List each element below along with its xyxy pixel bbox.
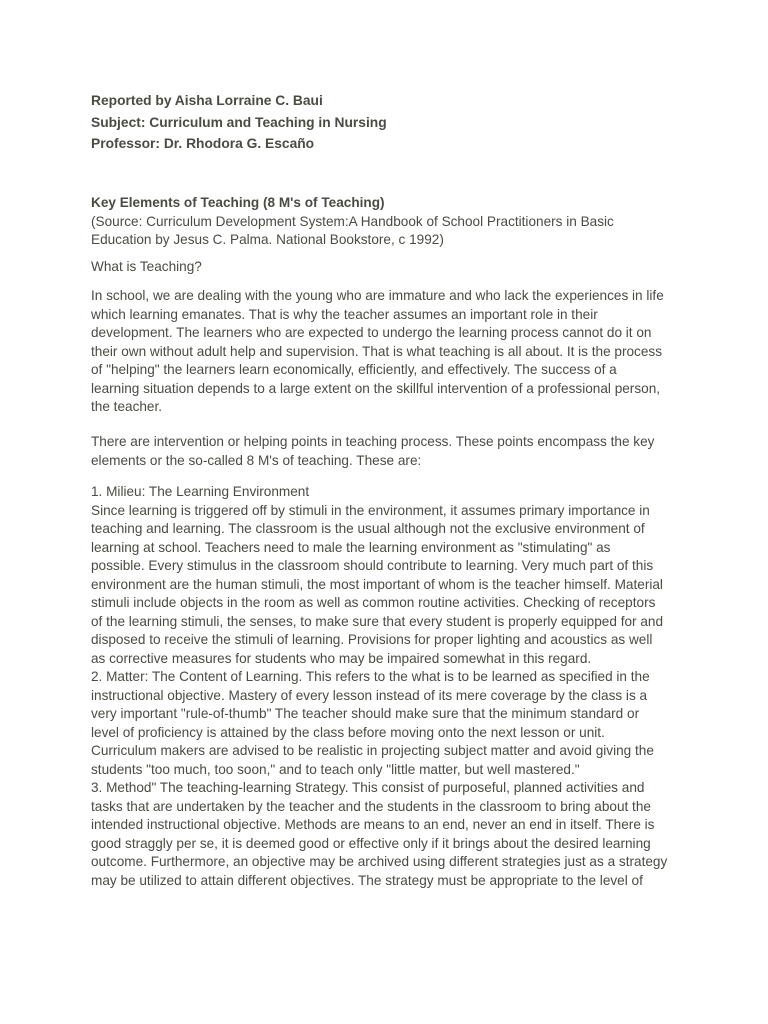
text-line: instructional objective. Mastery of every lesson instead of its mere coverage by the class is a [91,687,648,703]
text-line: teaching and learning. The classroom is the usual although not the exclusive environment of [91,521,645,536]
text-line: development. The learners who are expected to undergo the learning process cannot do it on [91,325,652,340]
text-line: learning at school. Teachers need to male the learning environment as "stimulating" as [91,539,611,555]
text-line: stimuli include objects in the room as well as common routine activities. Checking of receptors [91,595,656,610]
professor: Professor: Dr. Rhodora G. Escaño [91,136,315,151]
item-method [91,779,667,890]
question-text: What is Teaching? [91,259,202,274]
text-line: of the learning stimuli, the senses, to make sure that every student is properly equipped for and [91,613,664,629]
text-line: outcome. Furthermore, an objective may be archived using different strategies just as a strategy [91,854,668,869]
text-line: intended instructional objective. Methods are means to an end, never an end in itself. There is [91,817,655,832]
paragraph-1 [91,287,664,417]
text-line: students "too much, too soon," and to teach only "little matter, but well mastered." [91,761,580,777]
text-line: may be utilized to attain different objectives. The strategy must be appropriate to the level of [91,872,643,888]
text-line: 2. Matter: The Content of Learning. This refers to the what is to be learned as specified in the [91,669,650,684]
text-line: Since learning is triggered off by stimuli in the environment, it assumes primary importance in [91,502,650,518]
question [91,258,202,277]
source-line: Education by Jesus C. Palma. National Bookstore, c 1992) [91,232,444,247]
text-line: Curriculum makers are advised to be realistic in projecting subject matter and avoid giving the [91,743,654,758]
section-title: Key Elements of Teaching (8 M's of Teaching) [91,195,385,210]
text-line: good straggly per se, it is deemed good or effective only if it brings about the desired learning [91,835,651,851]
item-milieu [91,483,663,668]
text-line: tasks that are undertaken by the teacher and the students in the classroom to bring about the [91,798,651,814]
text-line: which learning emanates. That is why the teacher assumes an important role in their [91,306,598,322]
text-line: There are intervention or helping points in teaching process. These points encompass the key [91,434,655,449]
text-line: of "helping" the learners learn economically, efficiently, and effectively. The success of a [91,362,617,377]
text-line: elements or the so-called 8 M's of teaching. These are: [91,452,422,468]
paragraph-2 [91,433,654,470]
text-line: disposed to receive the stimuli of learning. Provisions for proper lighting and acoustics as well [91,632,653,647]
text-line: 1. Milieu: The Learning Environment [91,484,310,499]
text-line: In school, we are dealing with the young who are immature and who lack the experiences in life [91,288,664,303]
text-line: possible. Every stimulus in the classroom should contribute to learning. Very much part of this [91,558,654,573]
text-line: as corrective measures for students who may be impaired somewhat in this regard. [91,650,592,666]
text-line: level of proficiency is attained by the class before moving onto the next lesson or unit. [91,724,605,740]
reported-by: Reported by Aisha Lorraine C. Baui [91,93,323,108]
document-header [91,90,387,155]
subject: Subject: Curriculum and Teaching in Nursing [91,114,387,130]
section-heading [91,194,614,250]
item-matter [91,668,654,779]
source-line: (Source: Curriculum Development System:A Handbook of School Practitioners in Basic [91,213,614,229]
text-line: environment are the human stimuli, the most important of whom is the teacher himself. Material [91,576,663,592]
text-line: very important "rule-of-thumb" The teacher should make sure that the minimum standard or [91,706,640,721]
text-line: learning situation depends to a large extent on the skillful intervention of a professional person, [91,380,661,396]
text-line: 3. Method" The teaching-learning Strategy. This consist of purposeful, planned activities and [91,780,645,795]
text-line: the teacher. [91,399,163,414]
text-line: their own without adult help and supervision. That is what teaching is all about. It is the process [91,343,663,359]
